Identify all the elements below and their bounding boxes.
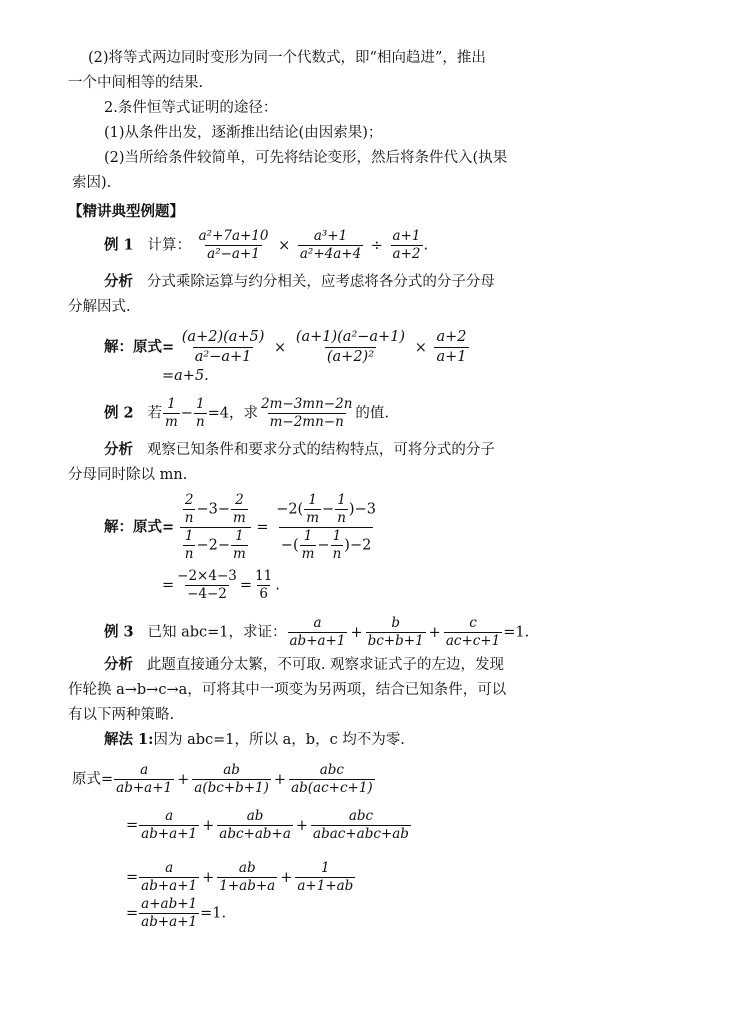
fraction: $\frac{2m-3mn-2n}{m-2mn-n}$	[261, 396, 353, 430]
fraction: $\frac{a}{ab+a+1}$	[289, 615, 346, 649]
example-1-prompt: 计算：	[147, 237, 191, 254]
method-label: 解法 1:	[104, 731, 154, 748]
example-1-analysis-2: 分解因式.	[68, 299, 131, 315]
fraction: $\frac{a+ab+1}{ab+a+1}$	[141, 896, 198, 930]
intro-line-2: 一个中间相等的结果.	[68, 75, 204, 91]
example-2-analysis-1: 分析 观察已知条件和要求分式的结构特点，可将分式的分子	[104, 441, 495, 458]
fraction: $\frac{a}{ab+a+1}$	[141, 808, 198, 842]
derivation-row-4: = $\frac{a+ab+1}{ab+a+1}$ =1.	[126, 896, 227, 930]
fraction: $\frac{a}{ab+a+1}$	[141, 860, 198, 894]
fraction: $\frac{b}{bc+b+1}$	[367, 615, 424, 649]
fraction: $\frac{c}{ac+c+1}$	[445, 615, 501, 649]
derivation-row-3: = $\frac{a}{ab+a+1}$ + $\frac{ab}{1+ab+a}$ + $\frac{1}{a+1+ab}$	[126, 860, 354, 894]
fraction: $\frac{a+2}{a+1}$	[436, 329, 467, 365]
intro-line-3: 2.条件恒等式证明的途径：	[104, 100, 278, 116]
fraction: $\frac{1}{a+1+ab}$	[297, 860, 354, 894]
fraction: $\frac{ab}{a(bc+b+1)}$	[194, 762, 269, 796]
fraction: $\frac{ab}{1+ab+a}$	[219, 860, 276, 894]
example-3-method-1: 解法 1:因为 abc=1，所以 a，b，c 均不为零.	[104, 731, 405, 748]
intro-line-1: (2)将等式两边同时变形为同一个代数式，即“相向趋进”，推出	[88, 50, 486, 66]
derivation-row-1: 原式= $\frac{a}{ab+a+1}$ + $\frac{ab}{a(bc+b+1)}$ + abc ab(ac+c+1)	[72, 762, 373, 796]
example-1-label: 例 1	[104, 236, 134, 254]
intro-line-4: (1)从条件出发，逐渐推出结论(由因索果)；	[104, 125, 383, 141]
analysis-label: 分析	[104, 273, 133, 290]
fraction: abc abac+abc+ab	[313, 808, 409, 842]
example-1-analysis-1: 分析 分式乘除运算与约分相关，应考虑将各分式的分子分母	[104, 273, 495, 290]
example-3-analysis-2: 作轮换 a→b→c→a，可将其中一项变为另两项，结合已知条件，可以	[68, 682, 507, 698]
example-1-result: =a+5.	[162, 368, 209, 384]
fraction: ab abc+ab+a	[219, 808, 291, 842]
analysis-label: 分析	[104, 656, 133, 673]
solution-label: 解：原式=	[104, 518, 175, 536]
example-2-solution: 解：原式= $\frac{2}{n}$ −3− $\frac{2}{m}$ $\frac{1}{n}$ −2− $\frac{1}{m}$ = −2( $\frac{1}{m}$ − $\frac{1}{n}$ )−3 −( $\frac{1}{m}$ − $\frac{1}{n}$ )−2	[104, 492, 376, 562]
example-3-statement: 例 3 已知 abc=1，求证： $\frac{a}{ab+a+1}$ + $\frac{b}{bc+b+1}$ + $\frac{c}{ac+c+1}$ =1.	[104, 615, 530, 649]
fraction: $\frac{\text{(a+1)(a²−a+1)}}{\text{(a+2)²}}$	[295, 329, 406, 365]
example-3-analysis-3: 有以下两种策略.	[68, 707, 175, 723]
intro-line-5: (2)当所给条件较简单，可先将结论变形，然后将条件代入(执果	[104, 150, 508, 166]
complex-fraction: −2( $\frac{1}{m}$ − $\frac{1}{n}$ )−3 −( $\frac{1}{m}$ − $\frac{1}{n}$ )−2	[276, 492, 376, 562]
example-1-statement: 例 1 计算： $\frac{\text{a²+7a+10}}{\text{a²−a+1}}$ × $\frac{\text{a³+1}}{\text{a²+4a+4}}$ ÷ $\frac{a+1}{a+2}$ .	[104, 228, 429, 262]
analysis-label: 分析	[104, 441, 133, 458]
intro-line-6: 索因).	[72, 175, 112, 191]
example-2-analysis-2: 分母同时除以 mn.	[68, 467, 188, 483]
example-2-result: = $\frac{-2\times 4-3}{-4-2}$ = $\frac{11}{6}$ .	[162, 568, 280, 602]
fraction: abc ab(ac+c+1)	[291, 762, 373, 796]
fraction: $\frac{a}{ab+a+1}$	[116, 762, 173, 796]
solution-label: 解：原式=	[104, 338, 175, 356]
fraction: $\frac{1}{m}$	[164, 396, 178, 430]
fraction: $\frac{\text{a³+1}}{\text{a²+4a+4}}$	[299, 228, 362, 262]
example-3-analysis-1: 分析 此题直接通分太繁，不可取. 观察求证式子的左边，发现	[104, 656, 505, 673]
fraction: $\frac{a+1}{a+2}$	[392, 228, 421, 262]
section-title: 【精讲典型例题】	[68, 203, 184, 220]
fraction: $\frac{\text{a²+7a+10}}{\text{a²−a+1}}$	[198, 228, 269, 262]
example-1-solution: 解：原式= $\frac{(a+2)(a+5)}{\text{a²−a+1}}$ × $\frac{\text{(a+1)(a²−a+1)}}{\text{(a+2)²}}$ × $\frac{a+2}{a+1}$	[104, 329, 467, 365]
fraction: $\frac{-2\times 4-3}{-4-2}$	[177, 568, 237, 602]
fraction: $\frac{1}{n}$	[195, 396, 205, 430]
derivation-row-2: = $\frac{a}{ab+a+1}$ + ab abc+ab+a + abc abac+abc+ab	[126, 808, 409, 842]
example-3-label: 例 3	[104, 623, 134, 641]
complex-fraction: $\frac{2}{n}$ −3− $\frac{2}{m}$ $\frac{1}{n}$ −2− $\frac{1}{m}$	[180, 492, 251, 563]
fraction: $\frac{11}{6}$	[255, 568, 273, 602]
example-2-label: 例 2	[104, 404, 134, 422]
example-2-statement: 例 2 若 $\frac{1}{m}$ − $\frac{1}{n}$ =4，求 $\frac{2m-3mn-2n}{m-2mn-n}$ 的值.	[104, 396, 390, 430]
fraction: $\frac{(a+2)(a+5)}{\text{a²−a+1}}$	[181, 329, 265, 365]
